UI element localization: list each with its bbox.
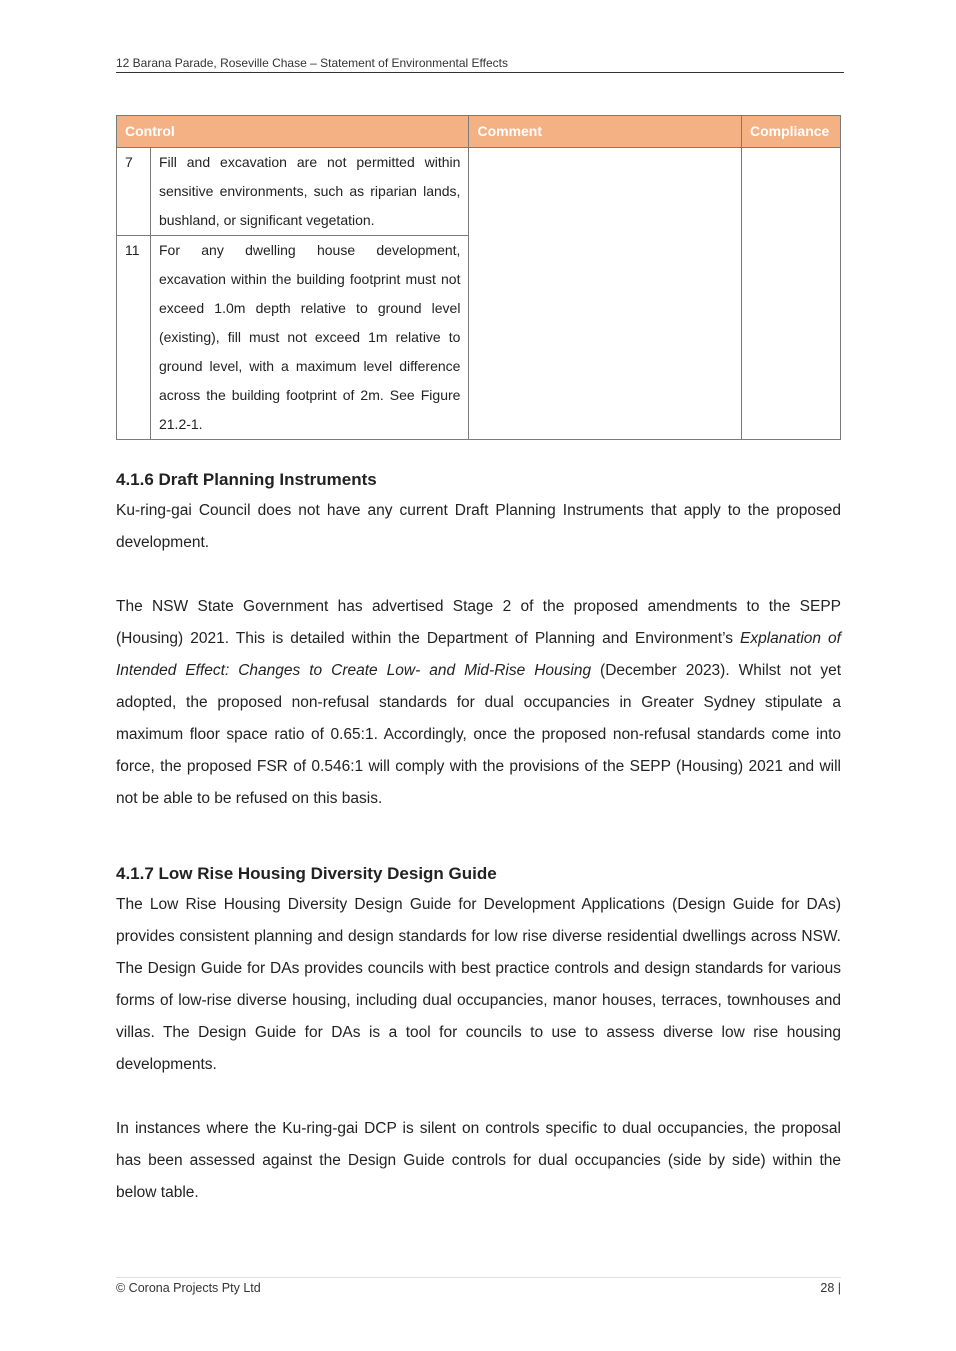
row-number: 11: [117, 236, 151, 440]
paragraph-text: The NSW State Government has advertised Stage 2 of the proposed amendments to the SEPP (Housing) 2021. This is detailed within the Department of Planning and Environment’s: [116, 598, 841, 647]
paragraph: [116, 591, 841, 815]
table-header-row: [117, 116, 841, 148]
page-number: 28 |: [820, 1281, 841, 1295]
document-title-italic: Explanation of Intended Effect: Changes to Create Low- and Mid-Rise Housing: [116, 630, 841, 679]
section-4-1-7: [116, 864, 841, 1209]
page-footer: [116, 1277, 841, 1295]
paragraph: In instances where the Ku-ring-gai DCP is silent on controls specific to dual occupancies, the proposal has been assessed against the Design Guide controls for dual occupancies (side by side) within the below table.: [116, 1120, 841, 1201]
row-control-text: Fill and excavation are not permitted within sensitive environments, such as riparian lands, bushland, or significant vegetation.: [150, 148, 468, 236]
table-row: [117, 148, 841, 236]
paragraph: The Low Rise Housing Diversity Design Guide for Development Applications (Design Guide for DAs) provides consistent planning and design standards for low rise diverse residential dwellings across NSW. The Design Guide for DAs provides councils with best practice controls and design standards for various forms of low-rise diverse housing, including dual occupancies, manor houses, terraces, townhouses and villas. The Design Guide for DAs is a tool for councils to use to assess diverse low rise housing developments.: [116, 896, 841, 1073]
footer-copyright: © Corona Projects Pty Ltd: [116, 1281, 261, 1295]
comment-cell: [469, 148, 742, 440]
page-header: 12 Barana Parade, Roseville Chase – Statement of Environmental Effects: [116, 56, 844, 73]
header-control: Control: [117, 116, 469, 148]
paragraph: Ku-ring-gai Council does not have any current Draft Planning Instruments that apply to the proposed development.: [116, 502, 841, 551]
section-heading: 4.1.6 Draft Planning Instruments: [116, 470, 377, 489]
section-heading: 4.1.7 Low Rise Housing Diversity Design Guide: [116, 864, 497, 883]
section-4-1-6: [116, 470, 841, 815]
controls-table: [116, 115, 841, 440]
compliance-cell: [741, 148, 840, 440]
row-number: 7: [117, 148, 151, 236]
header-comment: Comment: [469, 116, 742, 148]
header-compliance: Compliance: [741, 116, 840, 148]
paragraph-text: (December 2023). Whilst not yet adopted, the proposed non-refusal standards for dual occupancies in Greater Sydney stipulate a maximum floor space ratio of 0.65:1. Accordingly, once the proposed non-refusal standards come into force, the proposed FSR of 0.546:1 will comply with the provisions of the SEPP (Housing) 2021 and will not be able to be refused on this basis.: [116, 662, 842, 807]
row-control-text: For any dwelling house development, excavation within the building footprint must not exceed 1.0m depth relative to ground level (existing), fill must not exceed 1m relative to ground level, with a maximum level difference across the building footprint of 2m. See Figure 21.2-1.: [150, 236, 468, 440]
